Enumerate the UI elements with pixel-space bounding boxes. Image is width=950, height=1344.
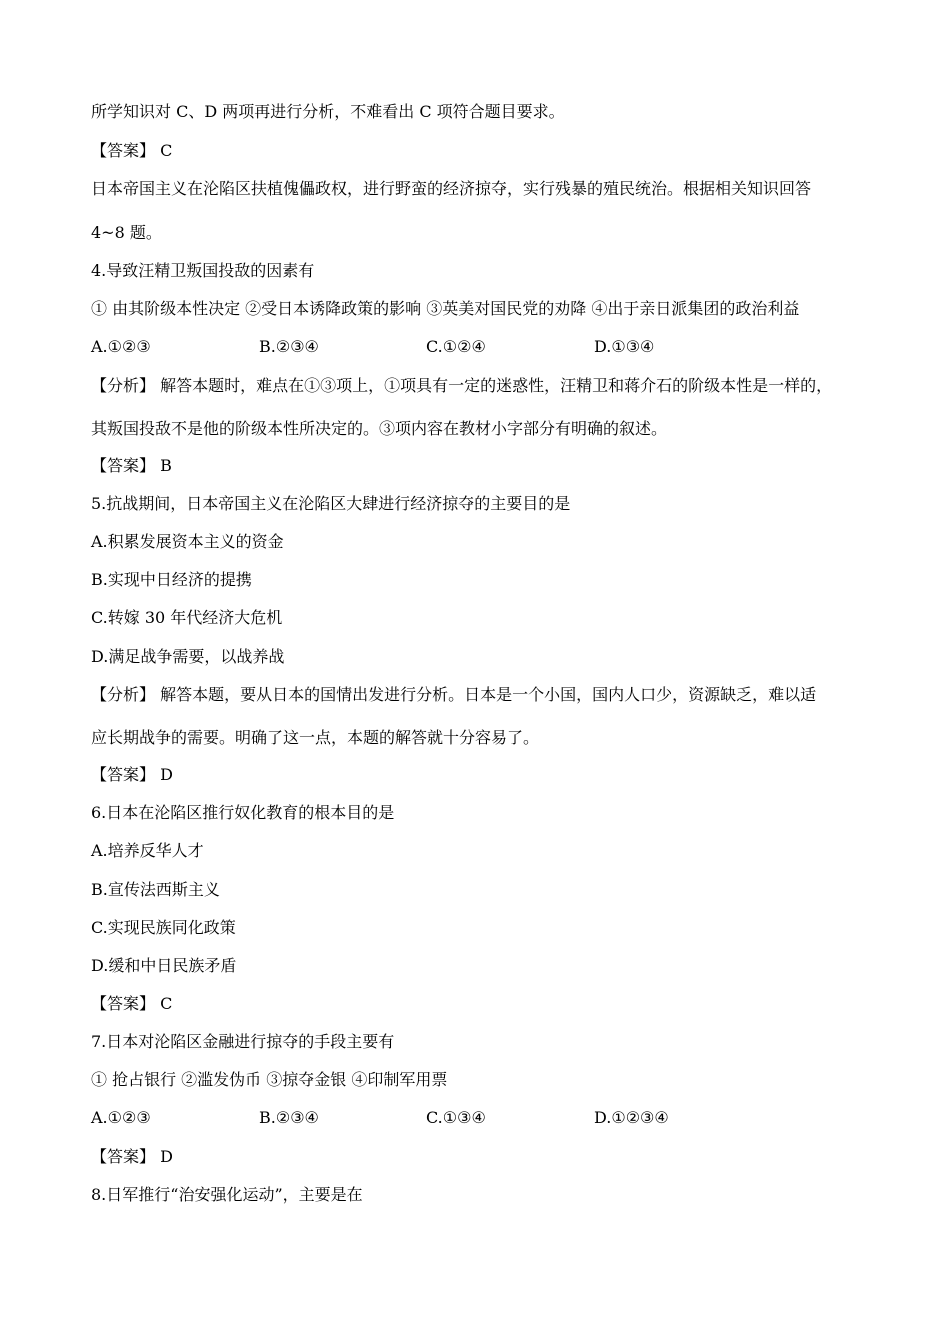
question-7-option-c: C.①③④ bbox=[426, 1108, 486, 1127]
question-4-items: ① 由其阶级本性决定 ②受日本诱降政策的影响 ③英美对国民党的劝降 ④出于亲日派集团的政治利益 bbox=[91, 299, 800, 318]
material-intro: 日本帝国主义在沦陷区扶植傀儡政权，进行野蛮的经济掠夺，实行残暴的殖民统治。根据相关知识回答 bbox=[91, 179, 812, 198]
question-7-answer: 【答案】 D bbox=[91, 1147, 173, 1166]
question-4-option-c: C.①②④ bbox=[426, 337, 486, 356]
question-4: 4.导致汪精卫叛国投敌的因素有 bbox=[91, 261, 315, 280]
question-4-option-d: D.①③④ bbox=[594, 337, 655, 356]
question-7-option-b: B.②③④ bbox=[259, 1108, 319, 1127]
answer-line: 【答案】 C bbox=[91, 141, 173, 160]
question-6-option-c: C.实现民族同化政策 bbox=[91, 918, 236, 937]
question-4-option-b: B.②③④ bbox=[259, 337, 319, 356]
question-5-option-b: B.实现中日经济的提携 bbox=[91, 570, 252, 589]
question-5-analysis: 【分析】 解答本题，要从日本的国情出发进行分析。日本是一个小国，国内人口少，资源缺乏，难以适 bbox=[91, 685, 817, 704]
question-7-option-d: D.①②③④ bbox=[594, 1108, 669, 1127]
material-intro-continuation: 4~8 题。 bbox=[91, 223, 162, 242]
question-4-option-a: A.①②③ bbox=[91, 337, 151, 356]
question-4-analysis: 【分析】 解答本题时，难点在①③项上，①项具有一定的迷惑性，汪精卫和蒋介石的阶级本性是一样的， bbox=[91, 376, 833, 395]
question-6: 6.日本在沦陷区推行奴化教育的根本目的是 bbox=[91, 803, 395, 822]
question-7-items: ① 抢占银行 ②滥发伪币 ③掠夺金银 ④印制军用票 bbox=[91, 1070, 448, 1089]
question-7-option-a: A.①②③ bbox=[91, 1108, 151, 1127]
question-4-analysis-continuation: 其叛国投敌不是他的阶级本性所决定的。③项内容在教材小字部分有明确的叙述。 bbox=[91, 419, 668, 438]
question-5-option-d: D.满足战争需要，以战养战 bbox=[91, 647, 285, 666]
question-5-option-a: A.积累发展资本主义的资金 bbox=[91, 532, 284, 551]
question-6-option-a: A.培养反华人才 bbox=[91, 841, 204, 860]
question-6-answer: 【答案】 C bbox=[91, 994, 173, 1013]
question-5-analysis-continuation: 应长期战争的需要。明确了这一点，本题的解答就十分容易了。 bbox=[91, 728, 540, 747]
question-7: 7.日本对沦陷区金融进行掠夺的手段主要有 bbox=[91, 1032, 395, 1051]
question-5-option-c: C.转嫁 30 年代经济大危机 bbox=[91, 608, 283, 627]
question-4-answer: 【答案】 B bbox=[91, 456, 172, 475]
question-6-option-d: D.缓和中日民族矛盾 bbox=[91, 956, 237, 975]
analysis-continuation: 所学知识对 C、D 两项再进行分析，不难看出 C 项符合题目要求。 bbox=[91, 102, 565, 121]
question-5: 5.抗战期间，日本帝国主义在沦陷区大肆进行经济掠夺的主要目的是 bbox=[91, 494, 571, 513]
question-5-answer: 【答案】 D bbox=[91, 765, 173, 784]
question-8: 8.日军推行“治安强化运动”，主要是在 bbox=[91, 1185, 363, 1204]
question-6-option-b: B.宣传法西斯主义 bbox=[91, 880, 220, 899]
